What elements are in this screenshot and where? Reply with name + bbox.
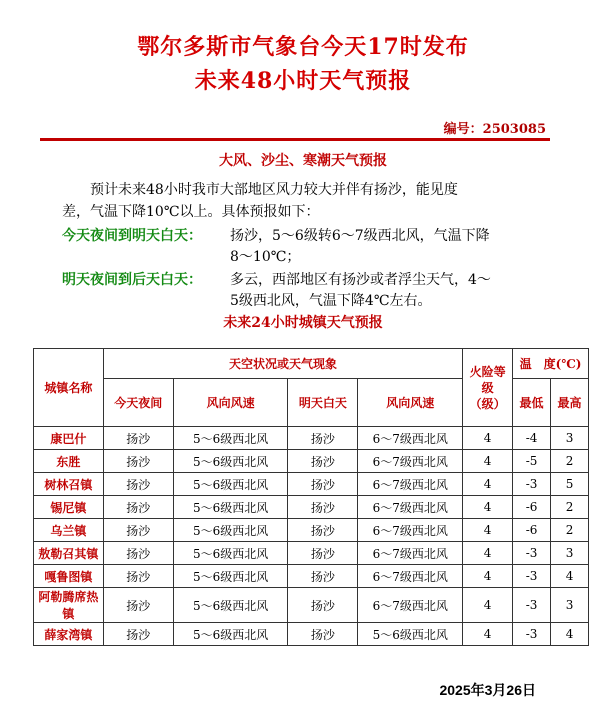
tomorrow-weather: 扬沙 [288,450,358,473]
table-row [34,542,589,565]
temp-low: -3 [513,623,551,646]
header-tonight: 今天夜间 [103,379,173,427]
city-name: 康巴什 [34,427,104,450]
tonight-wind: 5～6级西北风 [173,473,288,496]
header-temp: 温 度(℃) [513,349,589,379]
forecast-table [33,348,589,646]
table-row [34,519,589,542]
tomorrow-wind: 5～6级西北风 [358,623,463,646]
header-wind2: 风向风速 [358,379,463,427]
fire-level: 4 [463,496,513,519]
intro-line-2: 差，气温下降10℃以上。具体预报如下： [62,204,320,220]
temp-low: -6 [513,519,551,542]
tonight-weather: 扬沙 [103,588,173,623]
city-name: 敖勒召其镇 [34,542,104,565]
tonight-wind: 5～6级西北风 [173,427,288,450]
temp-low: -3 [513,542,551,565]
tonight-weather: 扬沙 [103,450,173,473]
header-tomorrow: 明天白天 [288,379,358,427]
tomorrow-weather: 扬沙 [288,519,358,542]
temp-high: 4 [551,565,589,588]
tonight-weather: 扬沙 [103,427,173,450]
period2-text-line-1: 多云，西部地区有扬沙或者浮尘天气，4～ [230,272,491,288]
tonight-weather: 扬沙 [103,473,173,496]
tonight-wind: 5～6级西北风 [173,542,288,565]
tonight-weather: 扬沙 [103,496,173,519]
intro-line-1: 预计未来48小时我市大部地区风力较大并伴有扬沙，能见度 [90,182,458,198]
tomorrow-weather: 扬沙 [288,623,358,646]
fire-level: 4 [463,542,513,565]
period1-text-line-2: 8～10℃； [230,249,301,265]
header-city: 城镇名称 [34,349,104,427]
tomorrow-wind: 6～7级西北风 [358,450,463,473]
tonight-weather: 扬沙 [103,623,173,646]
table-title: 未来24小时城镇天气预报 [223,315,383,331]
fire-level: 4 [463,427,513,450]
tonight-wind: 5～6级西北风 [173,450,288,473]
table-row [34,427,589,450]
tomorrow-wind: 6～7级西北风 [358,473,463,496]
temp-high: 3 [551,588,589,623]
temp-high: 4 [551,623,589,646]
period2-label: 明天夜间到后天白天： [62,272,202,288]
fire-level: 4 [463,450,513,473]
table-row [34,496,589,519]
period1-label: 今天夜间到明天白天： [62,228,202,244]
warning-title: 大风、沙尘、寒潮天气预报 [219,153,387,169]
tonight-weather: 扬沙 [103,565,173,588]
fire-level: 4 [463,473,513,496]
bulletin-title: 鄂尔多斯市气象台今天17时发布 [137,34,469,60]
header-wind1: 风向风速 [173,379,288,427]
tomorrow-wind: 6～7级西北风 [358,565,463,588]
tomorrow-wind: 6～7级西北风 [358,496,463,519]
temp-high: 2 [551,496,589,519]
serial-number: 编号：2503085 [443,122,546,137]
tomorrow-wind: 6～7级西北风 [358,542,463,565]
temp-low: -4 [513,427,551,450]
tonight-wind: 5～6级西北风 [173,565,288,588]
table-row [34,450,589,473]
fire-level: 4 [463,588,513,623]
header-high: 最高 [551,379,589,427]
temp-high: 5 [551,473,589,496]
tomorrow-weather: 扬沙 [288,496,358,519]
city-name: 乌兰镇 [34,519,104,542]
tonight-weather: 扬沙 [103,542,173,565]
header-fire: 火险等级（级） [463,349,513,427]
table-row [34,565,589,588]
header-divider [40,138,550,141]
fire-level: 4 [463,623,513,646]
tomorrow-wind: 6～7级西北风 [358,588,463,623]
tonight-wind: 5～6级西北风 [173,519,288,542]
header-low: 最低 [513,379,551,427]
temp-low: -3 [513,473,551,496]
temp-high: 2 [551,450,589,473]
bulletin-subtitle: 未来48小时天气预报 [194,68,412,94]
table-row [34,473,589,496]
tomorrow-wind: 6～7级西北风 [358,427,463,450]
temp-low: -5 [513,450,551,473]
city-name: 树林召镇 [34,473,104,496]
period2-text-line-2: 5级西北风，气温下降4℃左右。 [230,293,432,309]
city-name: 锡尼镇 [34,496,104,519]
temp-low: -6 [513,496,551,519]
tomorrow-weather: 扬沙 [288,565,358,588]
tomorrow-weather: 扬沙 [288,427,358,450]
tomorrow-wind: 6～7级西北风 [358,519,463,542]
header-sky: 天空状况或天气现象 [103,349,462,379]
fire-level: 4 [463,565,513,588]
city-name: 东胜 [34,450,104,473]
temp-high: 3 [551,427,589,450]
tonight-wind: 5～6级西北风 [173,623,288,646]
temp-high: 2 [551,519,589,542]
city-name: 薛家湾镇 [34,623,104,646]
city-name: 阿勒腾席热镇 [34,588,104,623]
table-row [34,623,589,646]
city-name: 嘎鲁图镇 [34,565,104,588]
temp-high: 3 [551,542,589,565]
temp-low: -3 [513,588,551,623]
temp-low: -3 [513,565,551,588]
tomorrow-weather: 扬沙 [288,473,358,496]
table-row [34,588,589,623]
tonight-wind: 5～6级西北风 [173,496,288,519]
tonight-weather: 扬沙 [103,519,173,542]
issue-date: 2025年3月26日 [439,682,536,698]
period1-text-line-1: 扬沙，5～6级转6～7级西北风，气温下降 [230,228,490,244]
tonight-wind: 5～6级西北风 [173,588,288,623]
fire-level: 4 [463,519,513,542]
tomorrow-weather: 扬沙 [288,588,358,623]
tomorrow-weather: 扬沙 [288,542,358,565]
